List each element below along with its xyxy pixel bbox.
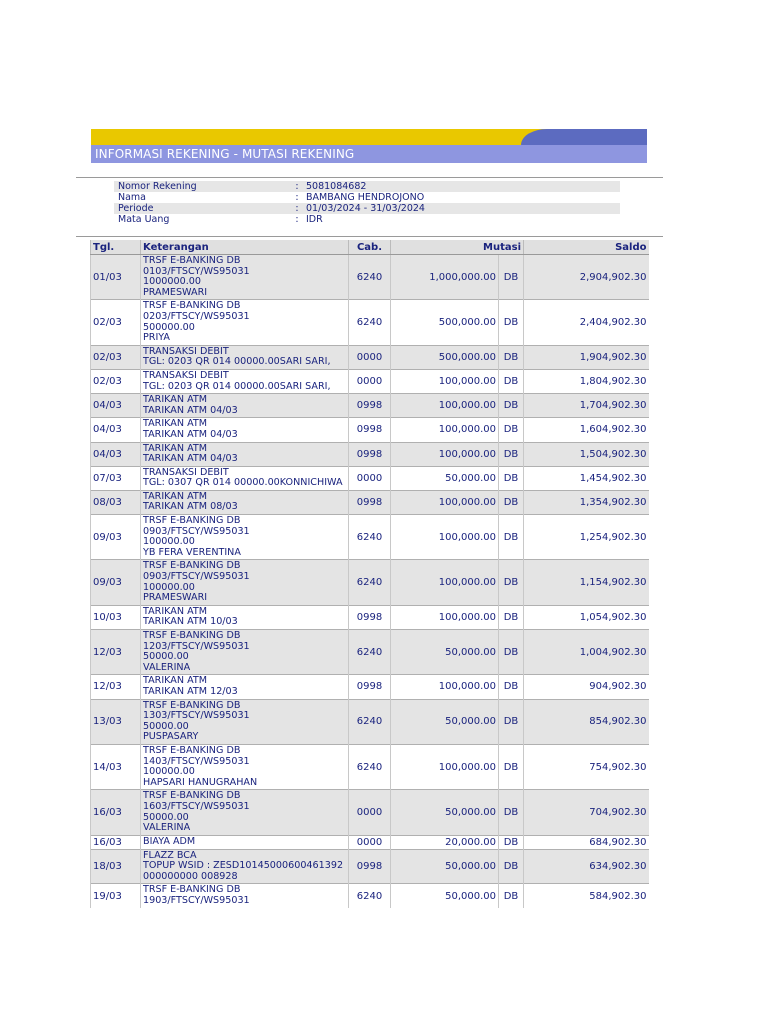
transaction-table	[90, 240, 649, 908]
keterangan-line: TGL: 0203 QR 014 00000.00SARI SARI,	[143, 356, 331, 368]
cell-mutasi: 100,000.00	[391, 560, 499, 605]
keterangan-line: 100000.00	[143, 536, 195, 548]
cell-debit-credit: DB	[499, 560, 524, 605]
table-row	[91, 835, 649, 849]
keterangan-line: 000000000 008928	[143, 870, 238, 882]
keterangan-line: TARIKAN ATM 12/03	[143, 685, 238, 697]
cell-keterangan	[141, 675, 349, 699]
cell-mutasi: 100,000.00	[391, 442, 499, 466]
table-row	[91, 442, 649, 466]
cell-keterangan	[141, 560, 349, 605]
cell-saldo: 634,902.30	[524, 849, 649, 884]
cell-debit-credit: DB	[499, 300, 524, 345]
keterangan-line: 0203/FTSCY/WS95031	[143, 310, 250, 322]
cell-debit-credit: DB	[499, 849, 524, 884]
keterangan-line: 1603/FTSCY/WS95031	[143, 800, 250, 812]
cell-keterangan	[141, 442, 349, 466]
keterangan-line: FLAZZ BCA	[143, 849, 197, 861]
page-title: INFORMASI REKENING - MUTASI REKENING	[95, 147, 355, 161]
cell-saldo: 2,904,902.30	[524, 255, 649, 300]
table-row	[91, 490, 649, 514]
cell-saldo: 684,902.30	[524, 835, 649, 849]
cell-keterangan	[141, 394, 349, 418]
cell-cab: 0998	[349, 418, 391, 442]
cell-mutasi: 1,000,000.00	[391, 255, 499, 300]
account-info-row	[114, 192, 620, 203]
cell-saldo: 1,704,902.30	[524, 394, 649, 418]
cell-tgl: 01/03	[91, 255, 141, 300]
cell-keterangan	[141, 744, 349, 789]
page-banner	[91, 129, 647, 163]
cell-saldo: 754,902.30	[524, 744, 649, 789]
cell-cab: 6240	[349, 515, 391, 560]
cell-cab: 0000	[349, 345, 391, 369]
column-header-tgl: Tgl.	[91, 240, 141, 255]
table-row	[91, 675, 649, 699]
cell-keterangan	[141, 300, 349, 345]
cell-saldo: 854,902.30	[524, 699, 649, 744]
cell-cab: 6240	[349, 884, 391, 908]
cell-mutasi: 100,000.00	[391, 369, 499, 393]
keterangan-line: TARIKAN ATM 04/03	[143, 404, 238, 416]
cell-mutasi: 100,000.00	[391, 605, 499, 629]
keterangan-line: TARIKAN ATM	[143, 490, 208, 502]
cell-cab: 6240	[349, 744, 391, 789]
cell-debit-credit: DB	[499, 605, 524, 629]
keterangan-line: 1403/FTSCY/WS95031	[143, 755, 250, 767]
cell-debit-credit: DB	[499, 884, 524, 908]
cell-tgl: 04/03	[91, 418, 141, 442]
cell-mutasi: 50,000.00	[391, 699, 499, 744]
cell-debit-credit: DB	[499, 675, 524, 699]
cell-mutasi: 100,000.00	[391, 490, 499, 514]
cell-debit-credit: DB	[499, 255, 524, 300]
keterangan-line: TRSF E-BANKING DB	[143, 560, 241, 572]
cell-mutasi: 100,000.00	[391, 675, 499, 699]
keterangan-line: TARIKAN ATM	[143, 394, 208, 406]
divider-top	[76, 177, 663, 178]
cell-keterangan	[141, 835, 349, 849]
cell-saldo: 2,404,902.30	[524, 300, 649, 345]
account-info	[114, 181, 620, 225]
keterangan-line: 1000000.00	[143, 276, 201, 288]
cell-cab: 0998	[349, 394, 391, 418]
cell-cab: 0000	[349, 835, 391, 849]
table-row	[91, 369, 649, 393]
cell-debit-credit: DB	[499, 630, 524, 675]
cell-cab: 6240	[349, 630, 391, 675]
cell-debit-credit: DB	[499, 790, 524, 835]
cell-debit-credit: DB	[499, 699, 524, 744]
keterangan-line: 0903/FTSCY/WS95031	[143, 571, 250, 583]
cell-cab: 0998	[349, 490, 391, 514]
cell-tgl: 14/03	[91, 744, 141, 789]
keterangan-line: TRANSAKSI DEBIT	[143, 466, 229, 478]
table-row	[91, 790, 649, 835]
keterangan-line: TARIKAN ATM 04/03	[143, 453, 238, 465]
keterangan-line: VALERINA	[143, 822, 191, 834]
cell-tgl: 09/03	[91, 515, 141, 560]
cell-keterangan	[141, 418, 349, 442]
banner-title-bar	[91, 145, 647, 163]
cell-keterangan	[141, 699, 349, 744]
account-info-label: Mata Uang	[118, 214, 170, 225]
keterangan-line: TRSF E-BANKING DB	[143, 515, 241, 527]
keterangan-line: TGL: 0307 QR 014 00000.00KONNICHIWA	[143, 477, 343, 489]
cell-keterangan	[141, 490, 349, 514]
cell-saldo: 1,804,902.30	[524, 369, 649, 393]
table-row	[91, 849, 649, 884]
cell-saldo: 1,004,902.30	[524, 630, 649, 675]
keterangan-line: TRSF E-BANKING DB	[143, 300, 241, 312]
account-info-colon: :	[292, 181, 302, 192]
keterangan-line: TARIKAN ATM 08/03	[143, 501, 238, 513]
account-info-row	[114, 203, 620, 214]
cell-debit-credit: DB	[499, 369, 524, 393]
cell-cab: 0000	[349, 790, 391, 835]
keterangan-line: YB FERA VERENTINA	[143, 546, 241, 558]
cell-tgl: 19/03	[91, 884, 141, 908]
cell-cab: 0998	[349, 442, 391, 466]
keterangan-line: TARIKAN ATM	[143, 418, 208, 430]
keterangan-line: TARIKAN ATM	[143, 675, 208, 687]
cell-cab: 0000	[349, 466, 391, 490]
keterangan-line: PUSPASARY	[143, 731, 199, 743]
table-row	[91, 515, 649, 560]
cell-keterangan	[141, 345, 349, 369]
table-row	[91, 255, 649, 300]
table-row	[91, 884, 649, 908]
cell-cab: 0998	[349, 675, 391, 699]
cell-tgl: 18/03	[91, 849, 141, 884]
keterangan-line: 100000.00	[143, 581, 195, 593]
account-info-value: 01/03/2024 - 31/03/2024	[302, 203, 620, 214]
keterangan-line: 50000.00	[143, 811, 189, 823]
cell-tgl: 16/03	[91, 835, 141, 849]
cell-mutasi: 20,000.00	[391, 835, 499, 849]
keterangan-line: TRSF E-BANKING DB	[143, 699, 241, 711]
keterangan-line: BIAYA ADM	[143, 835, 196, 847]
cell-mutasi: 100,000.00	[391, 394, 499, 418]
cell-saldo: 1,604,902.30	[524, 418, 649, 442]
cell-saldo: 904,902.30	[524, 675, 649, 699]
keterangan-line: 500000.00	[143, 321, 195, 333]
cell-keterangan	[141, 630, 349, 675]
cell-keterangan	[141, 605, 349, 629]
cell-tgl: 02/03	[91, 345, 141, 369]
cell-tgl: 04/03	[91, 394, 141, 418]
keterangan-line: 1903/FTSCY/WS95031	[143, 895, 250, 907]
keterangan-line: TARIKAN ATM 10/03	[143, 616, 238, 628]
cell-tgl: 02/03	[91, 300, 141, 345]
cell-saldo: 1,054,902.30	[524, 605, 649, 629]
cell-tgl: 16/03	[91, 790, 141, 835]
table-row	[91, 605, 649, 629]
table-header-row	[91, 240, 649, 255]
cell-keterangan	[141, 255, 349, 300]
cell-cab: 6240	[349, 300, 391, 345]
cell-saldo: 1,454,902.30	[524, 466, 649, 490]
keterangan-line: PRIYA	[143, 332, 170, 344]
keterangan-line: TARIKAN ATM	[143, 605, 208, 617]
cell-cab: 0000	[349, 369, 391, 393]
keterangan-line: 50000.00	[143, 720, 189, 732]
cell-debit-credit: DB	[499, 466, 524, 490]
account-info-value: IDR	[306, 214, 323, 225]
cell-mutasi: 100,000.00	[391, 418, 499, 442]
column-header-cab: Cab.	[349, 240, 391, 255]
keterangan-line: TARIKAN ATM	[143, 442, 208, 454]
cell-tgl: 04/03	[91, 442, 141, 466]
cell-keterangan	[141, 369, 349, 393]
keterangan-line: 1303/FTSCY/WS95031	[143, 710, 250, 722]
cell-debit-credit: DB	[499, 345, 524, 369]
keterangan-line: TARIKAN ATM 04/03	[143, 428, 238, 440]
cell-saldo: 704,902.30	[524, 790, 649, 835]
table-row	[91, 300, 649, 345]
keterangan-line: TRANSAKSI DEBIT	[143, 345, 229, 357]
cell-debit-credit: DB	[499, 490, 524, 514]
cell-mutasi: 50,000.00	[391, 630, 499, 675]
cell-cab: 0998	[349, 605, 391, 629]
keterangan-line: TRSF E-BANKING DB	[143, 790, 241, 802]
column-header-saldo: Saldo	[524, 240, 649, 255]
keterangan-line: TRSF E-BANKING DB	[143, 630, 241, 641]
account-info-value: 5081084682	[302, 181, 620, 192]
cell-debit-credit: DB	[499, 835, 524, 849]
account-info-value: BAMBANG HENDROJONO	[306, 192, 425, 203]
cell-debit-credit: DB	[499, 394, 524, 418]
cell-keterangan	[141, 466, 349, 490]
cell-tgl: 12/03	[91, 675, 141, 699]
divider-bottom	[76, 236, 663, 237]
cell-saldo: 1,504,902.30	[524, 442, 649, 466]
column-header-mutasi: Mutasi	[391, 240, 524, 255]
keterangan-line: TOPUP WSID : ZESD10145000600461392	[143, 860, 344, 872]
account-info-label: Periode	[114, 203, 292, 214]
account-info-row	[114, 214, 620, 225]
keterangan-line: PRAMESWARI	[143, 286, 208, 298]
table-row	[91, 630, 649, 675]
cell-tgl: 10/03	[91, 605, 141, 629]
keterangan-line: 50000.00	[143, 651, 189, 663]
keterangan-line: TRSF E-BANKING DB	[143, 255, 241, 266]
cell-saldo: 1,154,902.30	[524, 560, 649, 605]
table-row	[91, 466, 649, 490]
keterangan-line: 1203/FTSCY/WS95031	[143, 640, 250, 652]
cell-debit-credit: DB	[499, 418, 524, 442]
table-row	[91, 699, 649, 744]
cell-debit-credit: DB	[499, 515, 524, 560]
cell-mutasi: 50,000.00	[391, 466, 499, 490]
cell-debit-credit: DB	[499, 744, 524, 789]
account-info-row	[114, 181, 620, 192]
cell-tgl: 13/03	[91, 699, 141, 744]
cell-mutasi: 500,000.00	[391, 300, 499, 345]
cell-cab: 0998	[349, 849, 391, 884]
keterangan-line: 0903/FTSCY/WS95031	[143, 525, 250, 537]
cell-saldo: 1,354,902.30	[524, 490, 649, 514]
cell-tgl: 07/03	[91, 466, 141, 490]
account-info-colon: :	[295, 192, 299, 203]
cell-mutasi: 50,000.00	[391, 849, 499, 884]
cell-tgl: 08/03	[91, 490, 141, 514]
banner-wave-decoration	[521, 129, 647, 145]
cell-tgl: 02/03	[91, 369, 141, 393]
keterangan-line: HAPSARI HANUGRAHAN	[143, 776, 258, 788]
cell-saldo: 1,904,902.30	[524, 345, 649, 369]
keterangan-line: TRANSAKSI DEBIT	[143, 369, 229, 381]
table-row	[91, 345, 649, 369]
cell-mutasi: 50,000.00	[391, 790, 499, 835]
account-info-colon: :	[295, 214, 299, 225]
cell-cab: 6240	[349, 255, 391, 300]
cell-cab: 6240	[349, 560, 391, 605]
table-row	[91, 394, 649, 418]
keterangan-line: PRAMESWARI	[143, 592, 208, 604]
account-info-label: Nomor Rekening	[114, 181, 292, 192]
keterangan-line: 100000.00	[143, 766, 195, 778]
cell-saldo: 584,902.30	[524, 884, 649, 908]
cell-mutasi: 100,000.00	[391, 744, 499, 789]
keterangan-line: TRSF E-BANKING DB	[143, 884, 241, 896]
cell-mutasi: 100,000.00	[391, 515, 499, 560]
keterangan-line: VALERINA	[143, 661, 191, 673]
cell-cab: 6240	[349, 699, 391, 744]
cell-keterangan	[141, 790, 349, 835]
cell-saldo: 1,254,902.30	[524, 515, 649, 560]
column-header-keterangan: Keterangan	[141, 240, 349, 255]
cell-mutasi: 50,000.00	[391, 884, 499, 908]
table-row	[91, 744, 649, 789]
cell-mutasi: 500,000.00	[391, 345, 499, 369]
table-row	[91, 560, 649, 605]
keterangan-line: 0103/FTSCY/WS95031	[143, 265, 250, 277]
cell-keterangan	[141, 515, 349, 560]
cell-tgl: 12/03	[91, 630, 141, 675]
cell-keterangan	[141, 884, 349, 908]
cell-keterangan	[141, 849, 349, 884]
table-row	[91, 418, 649, 442]
keterangan-line: TRSF E-BANKING DB	[143, 744, 241, 756]
cell-debit-credit: DB	[499, 442, 524, 466]
account-info-label: Nama	[118, 192, 147, 203]
account-info-colon: :	[292, 203, 302, 214]
cell-tgl: 09/03	[91, 560, 141, 605]
keterangan-line: TGL: 0203 QR 014 00000.00SARI SARI,	[143, 380, 331, 392]
